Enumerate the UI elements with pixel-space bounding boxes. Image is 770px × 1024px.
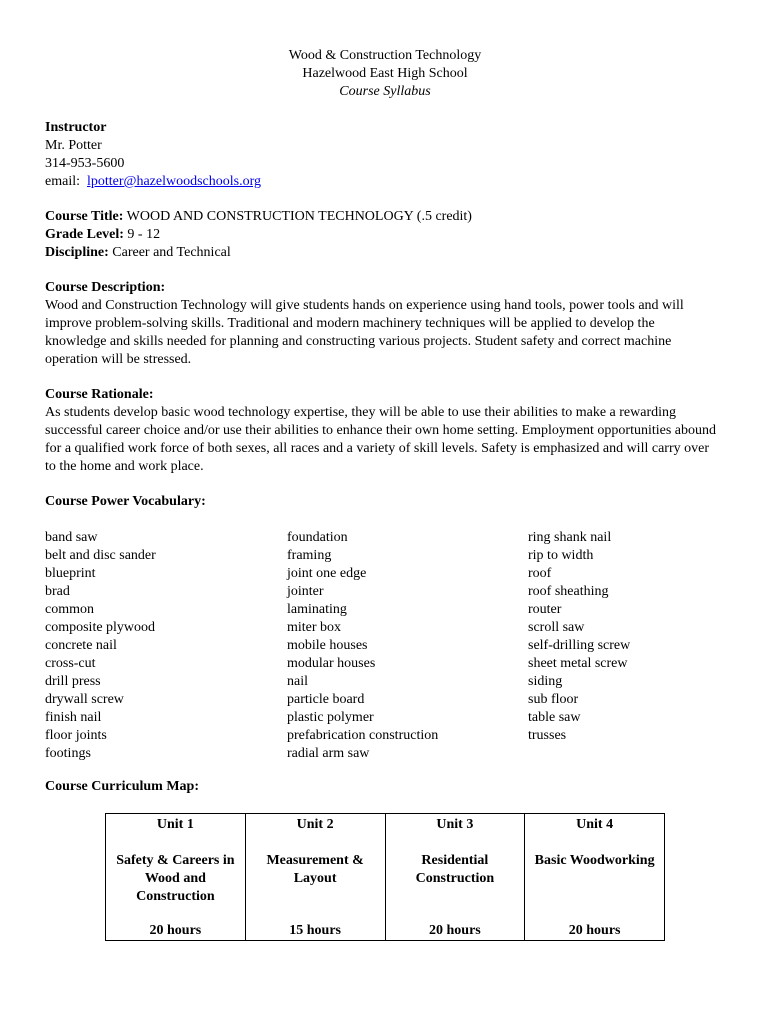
unit-cell <box>385 814 525 941</box>
vocab-term: ring shank nail <box>528 530 612 545</box>
description-section <box>45 279 717 369</box>
course-title-value: WOOD AND CONSTRUCTION TECHNOLOGY (.5 credit) <box>126 209 472 224</box>
unit-number: Unit 1 <box>156 817 194 832</box>
vocab-term: roof sheathing <box>528 584 609 599</box>
email-link[interactable]: lpotter@hazelwoodschools.org <box>87 174 261 189</box>
table-row <box>106 814 665 941</box>
vocab-term: laminating <box>287 602 347 617</box>
unit-number: Unit 3 <box>436 817 474 832</box>
vocab-term: jointer <box>287 584 324 599</box>
vocab-term: router <box>528 602 562 617</box>
unit-hours: 15 hours <box>289 923 341 938</box>
vocab-term: belt and disc sander <box>45 548 156 563</box>
vocab-term: roof <box>528 566 552 581</box>
vocab-term: radial arm saw <box>287 746 370 761</box>
instructor-heading: Instructor <box>45 120 107 135</box>
vocabulary-heading-block <box>45 493 725 511</box>
vocab-term: trusses <box>528 728 567 743</box>
course-info-section <box>45 208 725 262</box>
vocab-term: framing <box>287 548 332 563</box>
document-header <box>0 47 770 101</box>
vocab-term: particle board <box>287 692 365 707</box>
unit-cell <box>525 814 665 941</box>
unit-name: Measurement & Layout <box>266 853 364 886</box>
curriculum-heading: Course Curriculum Map: <box>45 779 199 794</box>
unit-hours: 20 hours <box>429 923 481 938</box>
rationale-heading: Course Rationale: <box>45 387 154 402</box>
curriculum-map-table <box>105 813 665 941</box>
instructor-email-line <box>45 173 725 191</box>
vocab-term: table saw <box>528 710 581 725</box>
discipline-line <box>45 244 725 262</box>
unit-name: Safety & Careers in Wood and Construction <box>116 853 235 904</box>
vocab-term: brad <box>45 584 70 599</box>
vocab-term: modular houses <box>287 656 376 671</box>
instructor-phone: 314-953-5600 <box>45 156 125 171</box>
vocab-term: miter box <box>287 620 342 635</box>
instructor-name: Mr. Potter <box>45 138 102 153</box>
course-title-line <box>45 208 725 226</box>
grade-level-value: 9 - 12 <box>127 227 161 242</box>
vocab-term: joint one edge <box>287 566 367 581</box>
vocab-term: finish nail <box>45 710 102 725</box>
rationale-section <box>45 386 717 476</box>
vocabulary-heading: Course Power Vocabulary: <box>45 494 206 509</box>
vocabulary-list <box>45 529 725 769</box>
vocab-term: common <box>45 602 94 617</box>
grade-level-label: Grade Level: <box>45 227 124 242</box>
course-title-label: Course Title: <box>45 209 124 224</box>
vocabulary-column-1 <box>45 529 156 763</box>
instructor-section <box>45 119 725 191</box>
vocab-term: concrete nail <box>45 638 117 653</box>
unit-cell <box>245 814 385 941</box>
vocab-term: blueprint <box>45 566 96 581</box>
unit-hours: 20 hours <box>568 923 621 938</box>
vocab-term: siding <box>528 674 563 689</box>
vocab-term: composite plywood <box>45 620 156 635</box>
vocab-term: band saw <box>45 530 98 545</box>
vocab-term: floor joints <box>45 728 107 743</box>
vocabulary-column-3 <box>528 529 630 745</box>
unit-number: Unit 2 <box>296 817 334 832</box>
vocab-term: self-drilling screw <box>528 638 631 653</box>
unit-name: Basic Woodworking <box>534 853 655 868</box>
description-heading: Course Description: <box>45 280 166 295</box>
vocab-term: drill press <box>45 674 101 689</box>
discipline-value: Career and Technical <box>112 245 231 260</box>
vocab-term: cross-cut <box>45 656 96 671</box>
vocab-term: foundation <box>287 530 348 545</box>
vocab-term: rip to width <box>528 548 594 563</box>
discipline-label: Discipline: <box>45 245 109 260</box>
vocab-term: footings <box>45 746 91 761</box>
vocab-term: sub floor <box>528 692 579 707</box>
grade-level-line <box>45 226 725 244</box>
course-name-heading: Wood & Construction Technology <box>288 48 482 63</box>
rationale-text: As students develop basic wood technology expertise, they will be able to use their abilities to make a rewarding successful career choice and/or use their abilities to enhance their own home setting. Employment opportunities abound for a qualified work force of both sexes, all races and a variety of skill levels. Safety is emphasized and will carry over to the home and work place. <box>45 405 717 474</box>
vocab-term: prefabrication construction <box>287 728 439 743</box>
description-text: Wood and Construction Technology will give students hands on experience using hand tools, power tools and will improve problem-solving skills. Traditional and modern machinery techniques will be applied to develop the knowledge and skills needed for planning and constructing various projects. Student safety and correct machine operation will be stressed. <box>45 298 684 367</box>
vocab-term: mobile houses <box>287 638 368 653</box>
unit-number: Unit 4 <box>576 817 614 832</box>
syllabus-subtitle: Course Syllabus <box>339 84 431 99</box>
curriculum-heading-block <box>45 778 725 796</box>
school-name-heading: Hazelwood East High School <box>302 66 468 81</box>
unit-cell <box>106 814 246 941</box>
vocab-term: sheet metal screw <box>528 656 628 671</box>
unit-hours: 20 hours <box>149 923 202 938</box>
vocab-term: plastic polymer <box>287 710 374 725</box>
vocab-term: drywall screw <box>45 692 124 707</box>
vocabulary-column-2 <box>287 529 438 763</box>
unit-name: Residential Construction <box>415 853 495 886</box>
email-label: email: <box>45 174 80 189</box>
vocab-term: scroll saw <box>528 620 585 635</box>
vocab-term: nail <box>287 674 308 689</box>
